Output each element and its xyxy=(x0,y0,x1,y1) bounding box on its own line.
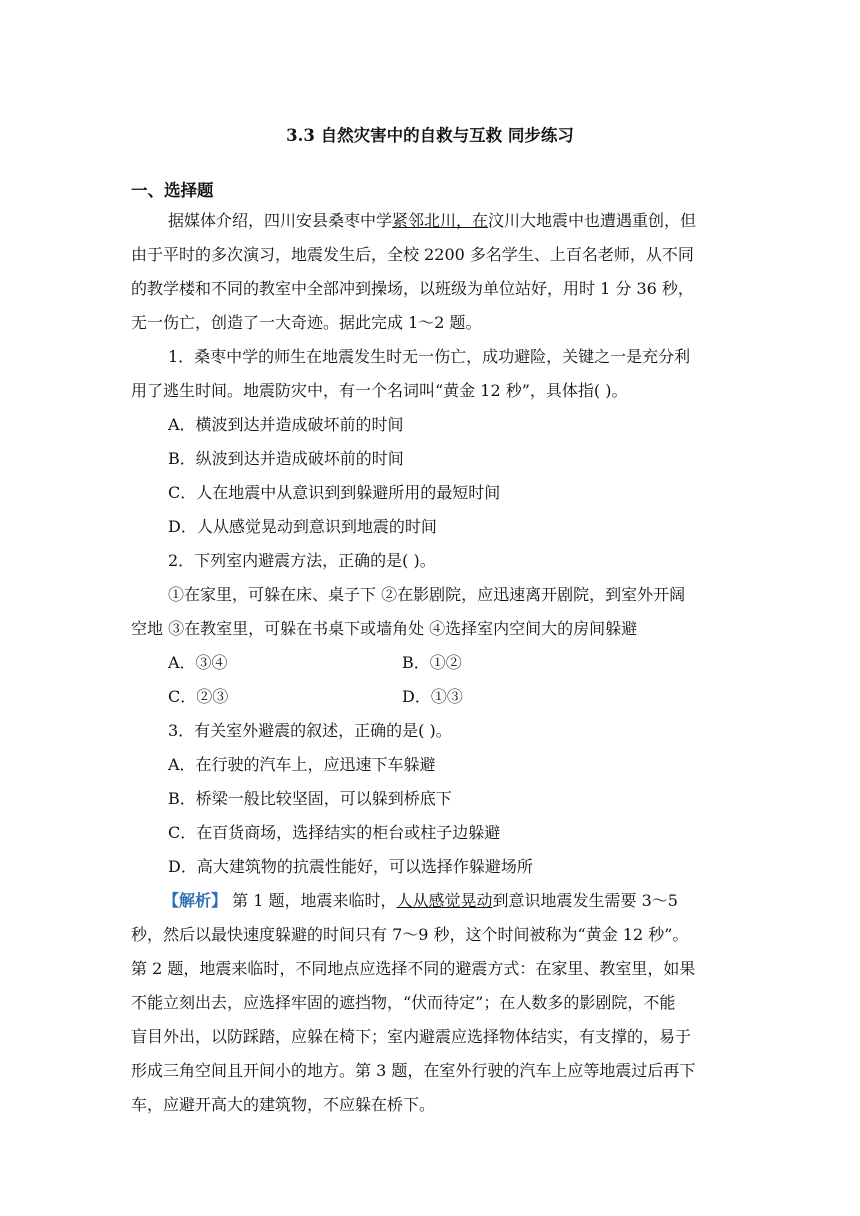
analysis-line-7: 车，应避开高大的建筑物，不应躲在桥下。 xyxy=(131,1095,436,1114)
q2-options-row-2 xyxy=(131,680,731,714)
analysis-line-1: 【解析】 第 1 题，地震来临时，人从感觉晃动到意识地震发生需要 3～5 xyxy=(163,891,678,910)
q3-option-a: A．在行驶的汽车上，应迅速下车躲避 xyxy=(168,755,436,774)
q2-options-row-1 xyxy=(131,646,731,680)
q2-statement-line-1: ①在家里，可躲在床、桌子下 ②在影剧院，应迅速离开剧院，到室外开阔 xyxy=(168,585,686,604)
q2-option-b: B．①② xyxy=(402,653,462,672)
analysis-line-3: 第 2 题，地震来临时，不同地点应选择不同的避震方式：在家里、教室里，如果 xyxy=(131,959,696,978)
analysis-tag: 【解析】 xyxy=(163,891,228,910)
underlined-text: 人从感觉晃动 xyxy=(396,891,493,910)
q2-option-a: A．③④ xyxy=(168,653,228,672)
analysis-line-6: 形成三角空间且开间小的地方。第 3 题，在室外行驶的汽车上应等地震过后再下 xyxy=(131,1061,696,1080)
intro-line-3: 的教学楼和不同的教室中全部冲到操场，以班级为单位站好，用时 1 分 36 秒， xyxy=(131,279,694,298)
q1-stem-line-2: 用了逃生时间。地震防灾中，有一个名词叫“黄金 12 秒”，具体指( )。 xyxy=(131,381,628,400)
q1-option-b: B．纵波到达并造成破坏前的时间 xyxy=(168,449,404,468)
underlined-text: 紧邻北川，在 xyxy=(392,211,489,230)
q3-stem: 3．有关室外避震的叙述，正确的是( )。 xyxy=(168,721,452,740)
analysis-line-4: 不能立刻出去，应选择牢固的遮挡物，“伏而待定”；在人数多的影剧院，不能 xyxy=(131,993,676,1012)
q1-option-a: A．横波到达并造成破坏前的时间 xyxy=(168,415,404,434)
q1-stem-line-1: 1．桑枣中学的师生在地震发生时无一伤亡，成功避险，关键之一是充分利 xyxy=(168,347,691,366)
intro-line-4: 无一伤亡，创造了一大奇迹。据此完成 1～2 题。 xyxy=(131,313,482,332)
q2-option-c: C．②③ xyxy=(168,687,229,706)
intro-line-2: 由于平时的多次演习，地震发生后，全校 2200 多名学生、上百名老师，从不同 xyxy=(131,245,694,264)
q2-option-d: D．①③ xyxy=(402,687,463,706)
section-heading: 一、选择题 xyxy=(131,181,214,200)
q3-option-c: C．在百货商场，选择结实的柜台或柱子边躲避 xyxy=(168,823,501,842)
analysis-line-5: 盲目外出，以防踩踏，应躲在椅下；室内避震应选择物体结实，有支撑的，易于 xyxy=(131,1027,692,1046)
intro-line-1: 据媒体介绍，四川安县桑枣中学紧邻北川，在汶川大地震中也遭遇重创，但 xyxy=(168,211,697,230)
q1-option-d: D．人从感觉晃动到意识到地震的时间 xyxy=(168,517,437,536)
q3-option-b: B．桥梁一般比较坚固，可以躲到桥底下 xyxy=(168,789,452,808)
document-title: 3.3 自然灾害中的自救与互救 同步练习 xyxy=(286,126,574,145)
analysis-line-2: 秒，然后以最快速度躲避的时间只有 7～9 秒，这个时间被称为“黄金 12 秒”。 xyxy=(131,925,689,944)
q3-option-d: D．高大建筑物的抗震性能好，可以选择作躲避场所 xyxy=(168,857,533,876)
q1-option-c: C．人在地震中从意识到到躲避所用的最短时间 xyxy=(168,483,501,502)
q2-stem: 2．下列室内避震方法，正确的是( )。 xyxy=(168,551,436,570)
document-body xyxy=(131,204,731,1122)
q2-statement-line-2: 空地 ③在教室里，可躲在书桌下或墙角处 ④选择室内空间大的房间躲避 xyxy=(131,619,638,638)
